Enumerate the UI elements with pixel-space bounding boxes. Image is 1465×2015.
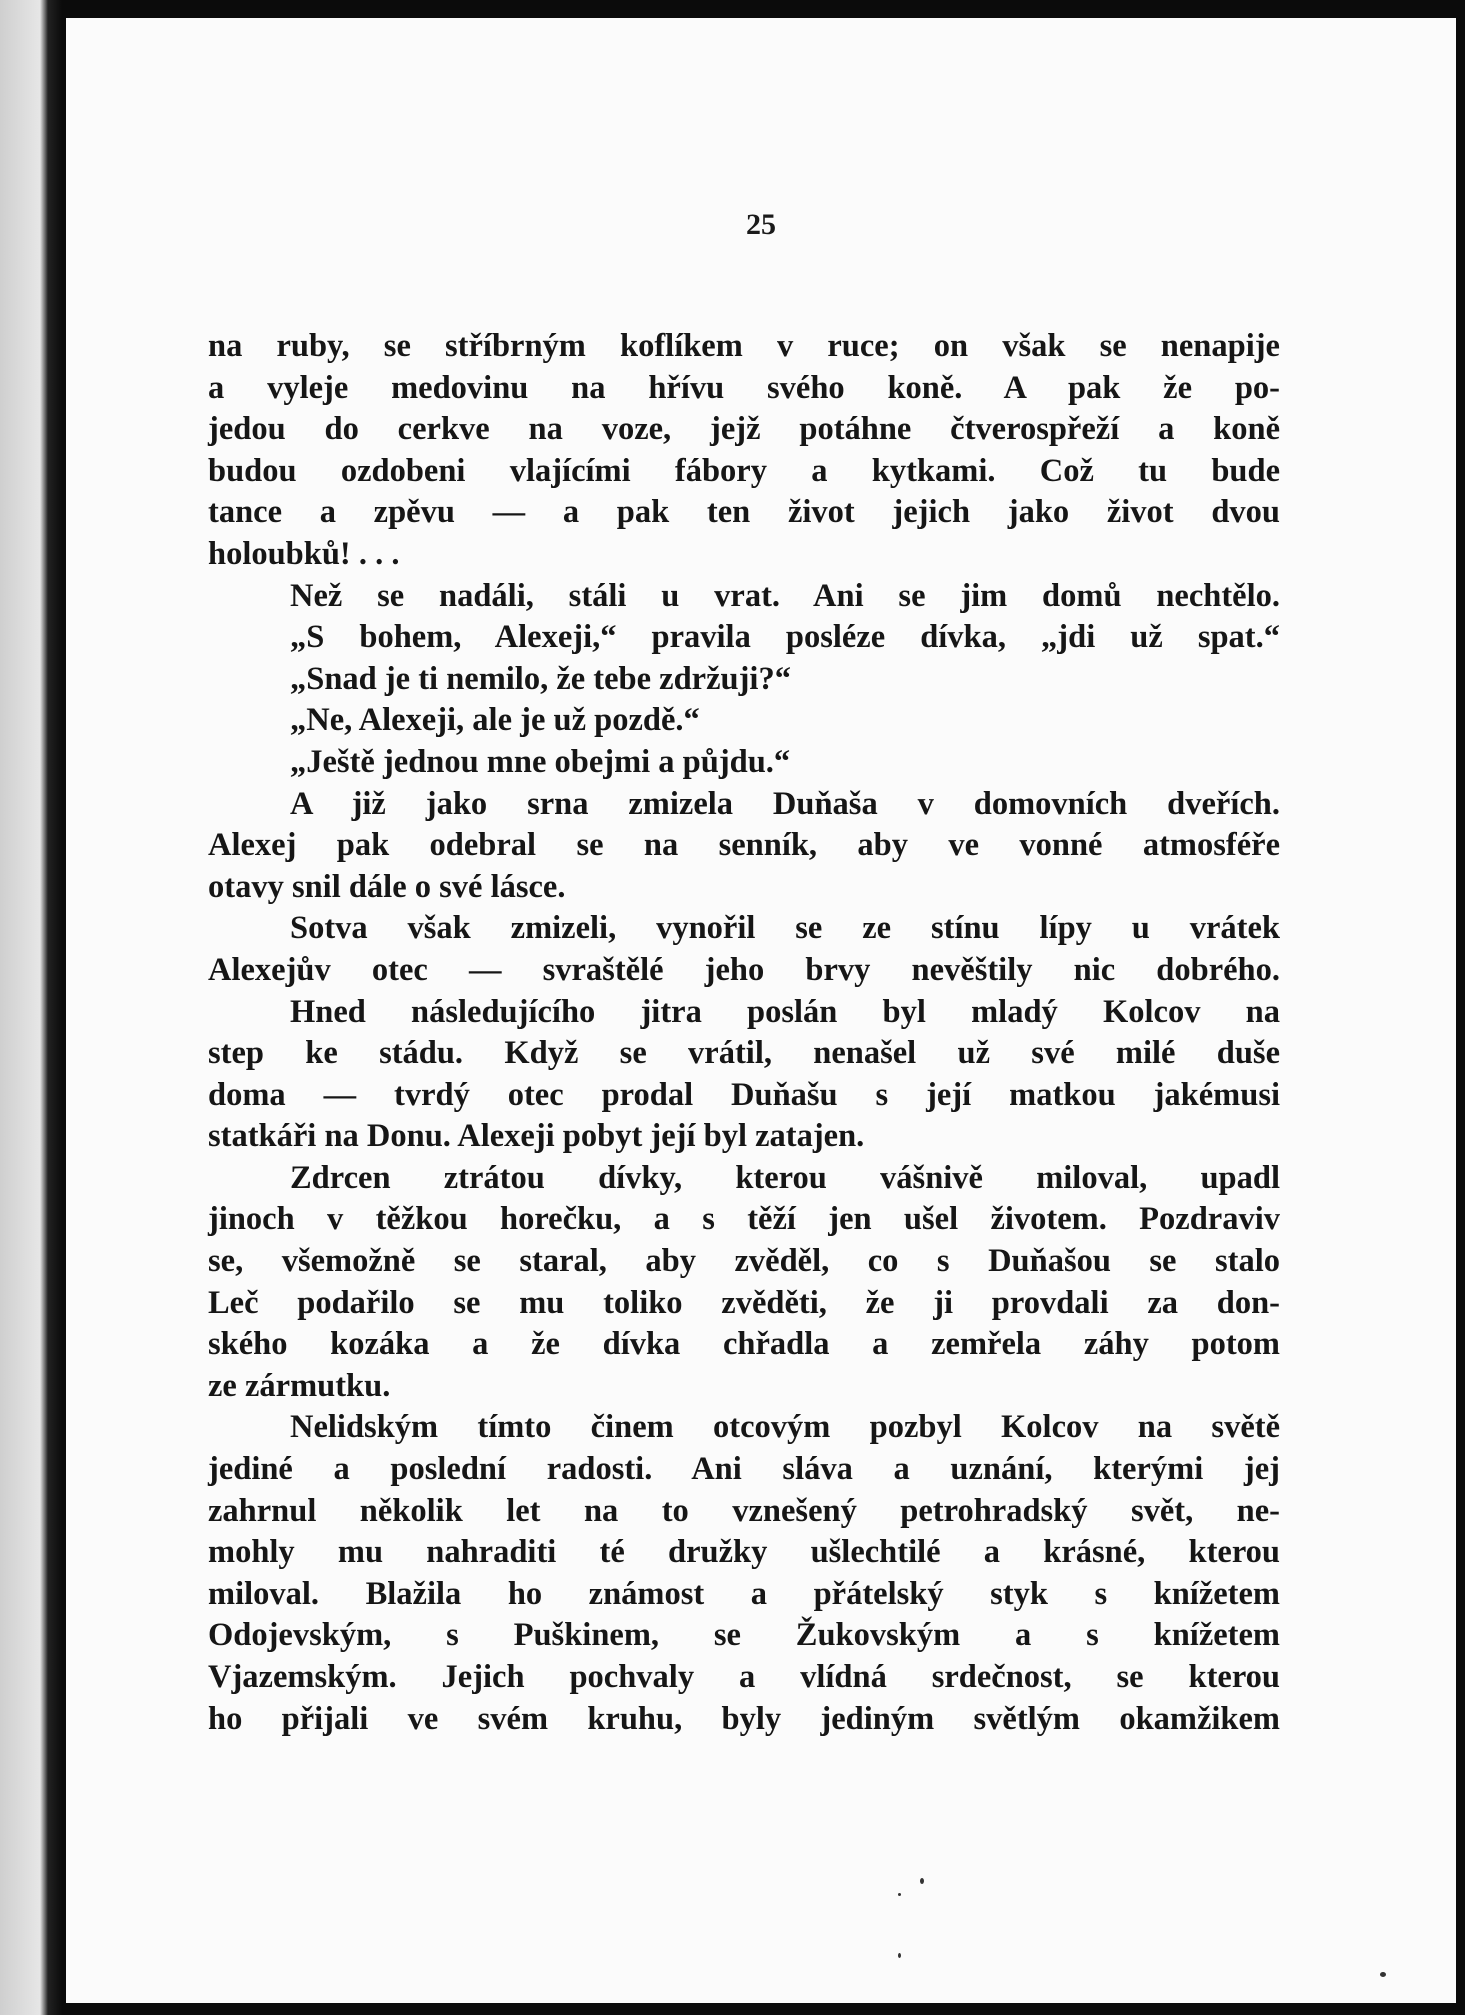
text-line: Alexej pak odebral se na senník, aby ve vonné atmosféře [208, 827, 1280, 864]
text-line: na ruby, se stříbrným koflíkem v ruce; on však se nenapije [208, 328, 1280, 364]
text-line: Vjazemským. Jejich pochvaly a vlídná srdečnost, se kterou [208, 1659, 1280, 1695]
text-line: Nelidským tímto činem otcovým pozbyl Kolcov na světě [290, 1409, 1280, 1446]
text-line: mohly mu nahraditi té družky ušlechtilé a krásné, kterou [208, 1534, 1280, 1571]
text-line: jedou do cerkve na voze, jejž potáhne čtverospřeží a koně [208, 411, 1280, 448]
text-line: „Ne, Alexeji, ale je už pozdě.“ [290, 702, 700, 739]
text-line: ského kozáka a že dívka chřadla a zemřela záhy potom [208, 1326, 1280, 1363]
text-line: zahrnul několik let na to vznešený petrohradský svět, ne- [208, 1492, 1280, 1529]
text-line: „Ještě jednou mne obejmi a půjdu.“ [290, 743, 791, 780]
text-line: „S bohem, Alexeji,“ pravila posléze dívka, „jdi už spat.“ [290, 619, 1280, 656]
text-line: step ke stádu. Když se vrátil, nenašel už své milé duše [208, 1035, 1280, 1072]
text-line: statkáři na Donu. Alexeji pobyt její byl zatajen. [208, 1118, 865, 1155]
scan-speck [898, 1893, 901, 1896]
scan-speck [920, 1878, 924, 1884]
text-line: Hned následujícího jitra poslán byl mladý Kolcov na [290, 993, 1280, 1030]
text-line: tance a zpěvu — a pak ten život jejich jako život dvou [208, 494, 1280, 531]
body-text [208, 326, 1280, 1740]
scan-left-edge [0, 0, 62, 2015]
text-line: budou ozdobeni vlajícími fábory a kytkami. Což tu bude [208, 452, 1280, 489]
book-page [66, 18, 1456, 2003]
text-line: Odojevským, s Puškinem, se Žukovským a s knížetem [208, 1617, 1280, 1654]
text-line: Leč podařilo se mu toliko zvěděti, že ji provdali za don- [208, 1284, 1280, 1321]
page-number: 25 [746, 208, 776, 241]
text-line: Alexejův otec — svraštělé jeho brvy nevěštily nic dobrého. [208, 951, 1280, 988]
text-line: A již jako srna zmizela Duňaša v domovních dveřích. [290, 785, 1280, 822]
scan-speck [1380, 1972, 1386, 1977]
text-line: miloval. Blažila ho známost a přátelský styk s knížetem [208, 1575, 1280, 1612]
text-line: jinoch v těžkou horečku, a s těží jen ušel životem. Pozdraviv [208, 1201, 1280, 1238]
text-line: ze zármutku. [208, 1367, 391, 1404]
text-line: „Snad je ti nemilo, že tebe zdržuji?“ [290, 660, 791, 697]
text-line: Než se nadáli, stáli u vrat. Ani se jim domů nechtělo. [290, 577, 1280, 614]
text-line: jediné a poslední radosti. Ani sláva a uznání, kterými jej [208, 1451, 1280, 1488]
text-line: doma — tvrdý otec prodal Duňašu s její matkou jakémusi [208, 1076, 1280, 1113]
text-line: Zdrcen ztrátou dívky, kterou vášnivě miloval, upadl [290, 1159, 1280, 1196]
text-line: a vyleje medovinu na hřívu svého koně. A pak že po- [208, 369, 1280, 406]
text-line: ho přijali ve svém kruhu, byly jediným světlým okamžikem [208, 1700, 1280, 1737]
text-line: otavy snil dále o své lásce. [208, 868, 566, 905]
text-line: holoubků! . . . [208, 535, 400, 572]
scan-speck [898, 1953, 901, 1958]
text-line: se, všemožně se staral, aby zvěděl, co s Duňašou se stalo [208, 1243, 1280, 1280]
text-line: Sotva však zmizeli, vynořil se ze stínu lípy u vrátek [290, 910, 1280, 947]
